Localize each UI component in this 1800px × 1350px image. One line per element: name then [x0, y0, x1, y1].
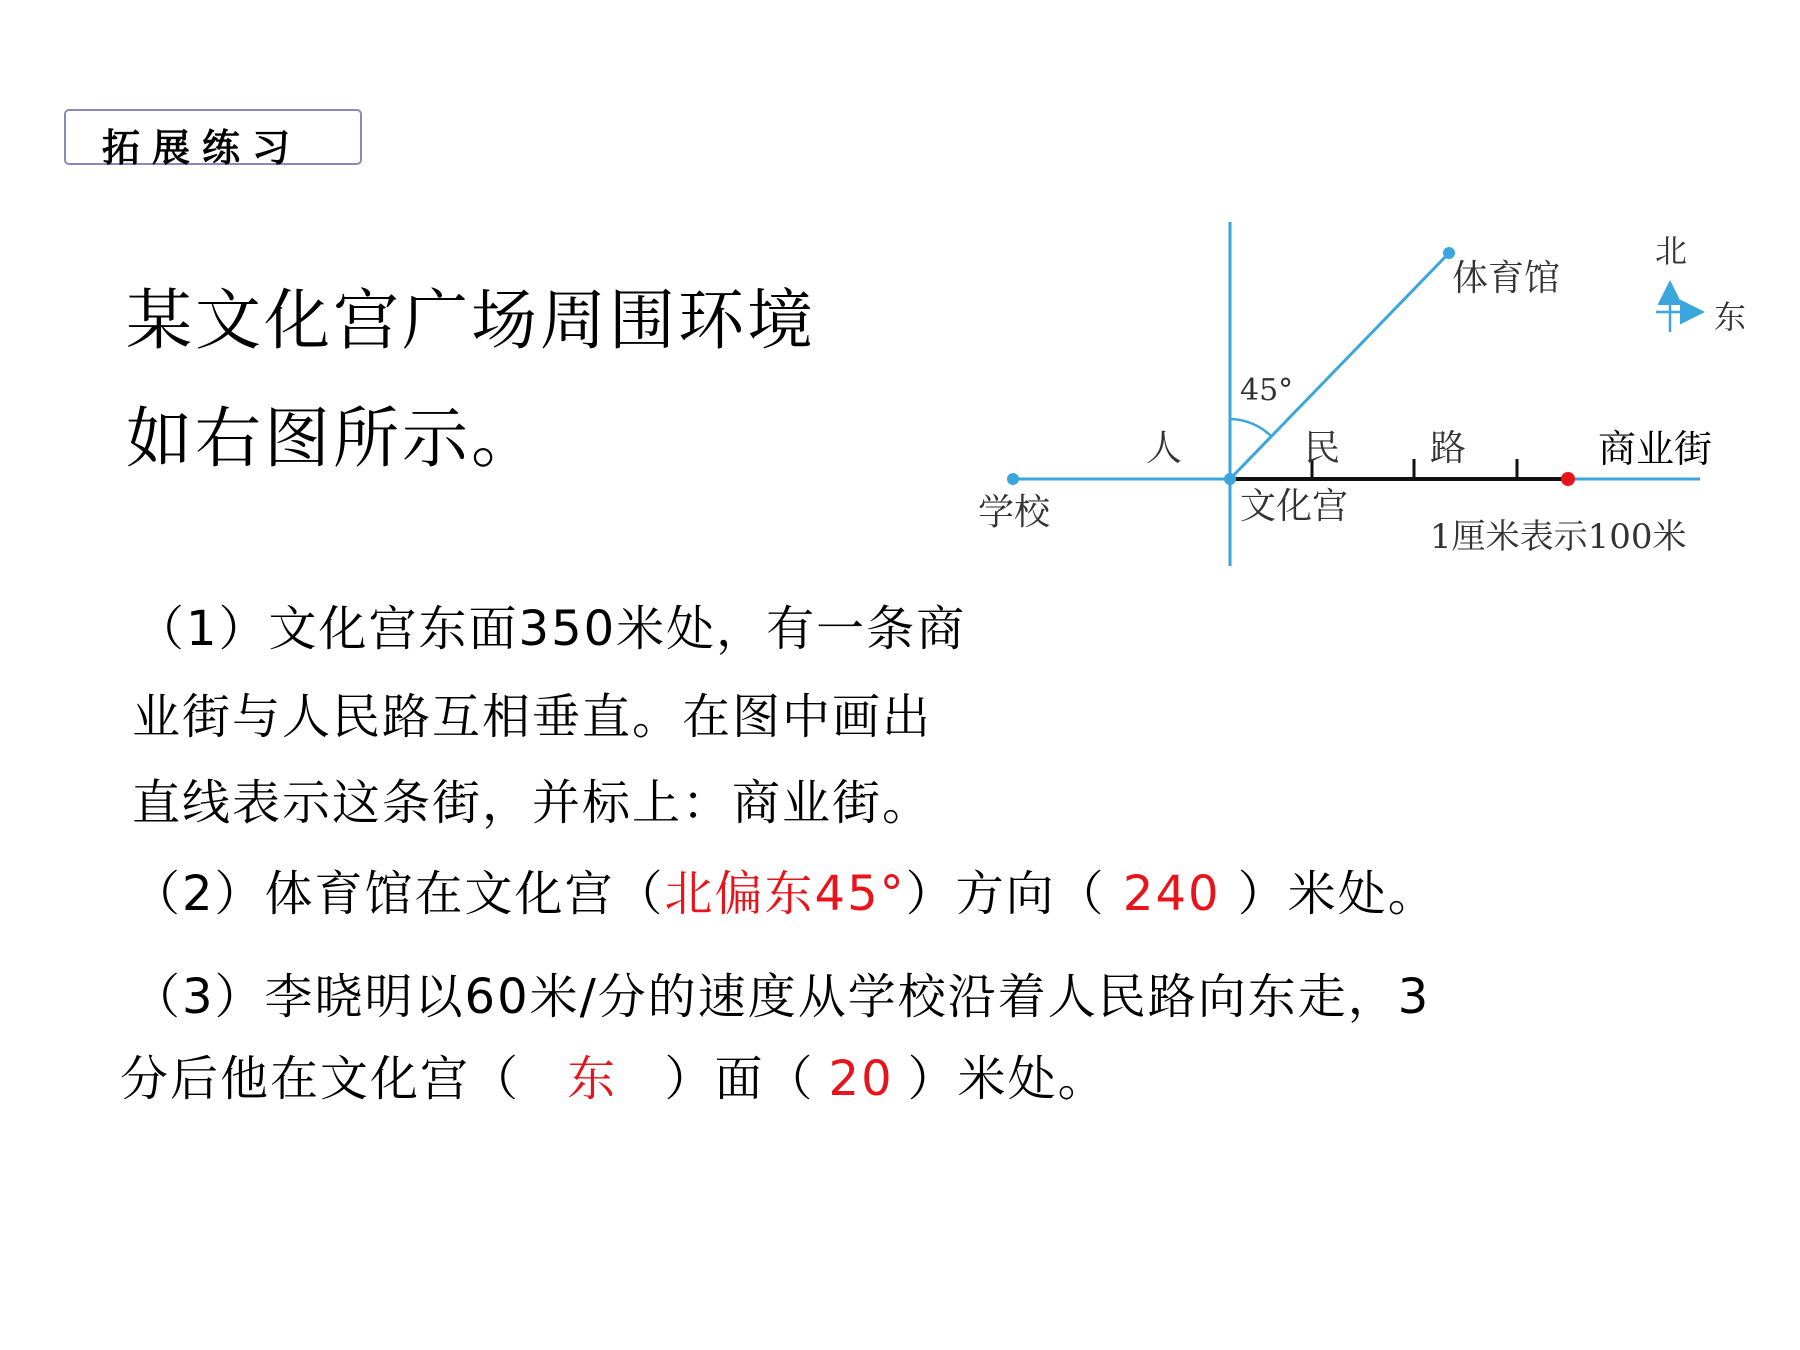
palace-point [1224, 473, 1236, 485]
question-3-line-1: （3）李晓明以60米/分的速度从学校沿着人民路向东走，3 [132, 969, 1431, 1025]
school-label: 学校 [978, 492, 1051, 533]
scale-label: 1厘米表示100米 [1430, 517, 1687, 557]
question-2-middle: ）方向（ [905, 866, 1123, 922]
road-label-char-3: 路 [1430, 428, 1467, 469]
question-1-line-1: （1）文化宫东面350米处，有一条商 [136, 601, 967, 657]
road-label-char-2: 民 [1304, 428, 1341, 469]
street-point [1561, 472, 1575, 486]
answer-distance: 240 [1122, 866, 1221, 922]
question-3-line-2-suffix: ）米处。 [907, 1051, 1108, 1107]
question-3-line-2 [120, 1040, 1108, 1109]
section-tag-label: 拓展练习 [102, 125, 303, 170]
angle-label: 45° [1240, 373, 1294, 408]
answer-direction: 北偏东45° [664, 866, 906, 922]
intro-line-2: 如右图所示。 [126, 400, 540, 477]
question-2 [132, 855, 1438, 924]
question-2-suffix: ）米处。 [1220, 866, 1438, 922]
compass-north-label: 北 [1655, 232, 1688, 270]
intro-line-1: 某文化宫广场周围环境 [126, 282, 816, 359]
answer-side: 东 [567, 1051, 618, 1107]
question-1-line-2: 业街与人民路互相垂直。在图中画出 [132, 689, 933, 745]
angle-arc [1230, 419, 1272, 437]
street-label: 商业街 [1598, 427, 1713, 471]
question-1-line-3: 直线表示这条街，并标上：商业街。 [132, 775, 933, 831]
road-label-char-1: 人 [1146, 428, 1183, 469]
question-3-line-2-middle: ）面（ [647, 1051, 815, 1107]
answer-distance-2: 20 [828, 1051, 894, 1107]
palace-label: 文化宫 [1240, 486, 1349, 527]
school-point [1007, 473, 1019, 485]
compass-east-label: 东 [1714, 298, 1747, 336]
question-2-prefix: （2）体育馆在文化宫（ [132, 866, 665, 922]
gym-label: 体育馆 [1452, 258, 1561, 299]
question-3-line-2-prefix: 分后他在文化宫（ [120, 1051, 538, 1107]
